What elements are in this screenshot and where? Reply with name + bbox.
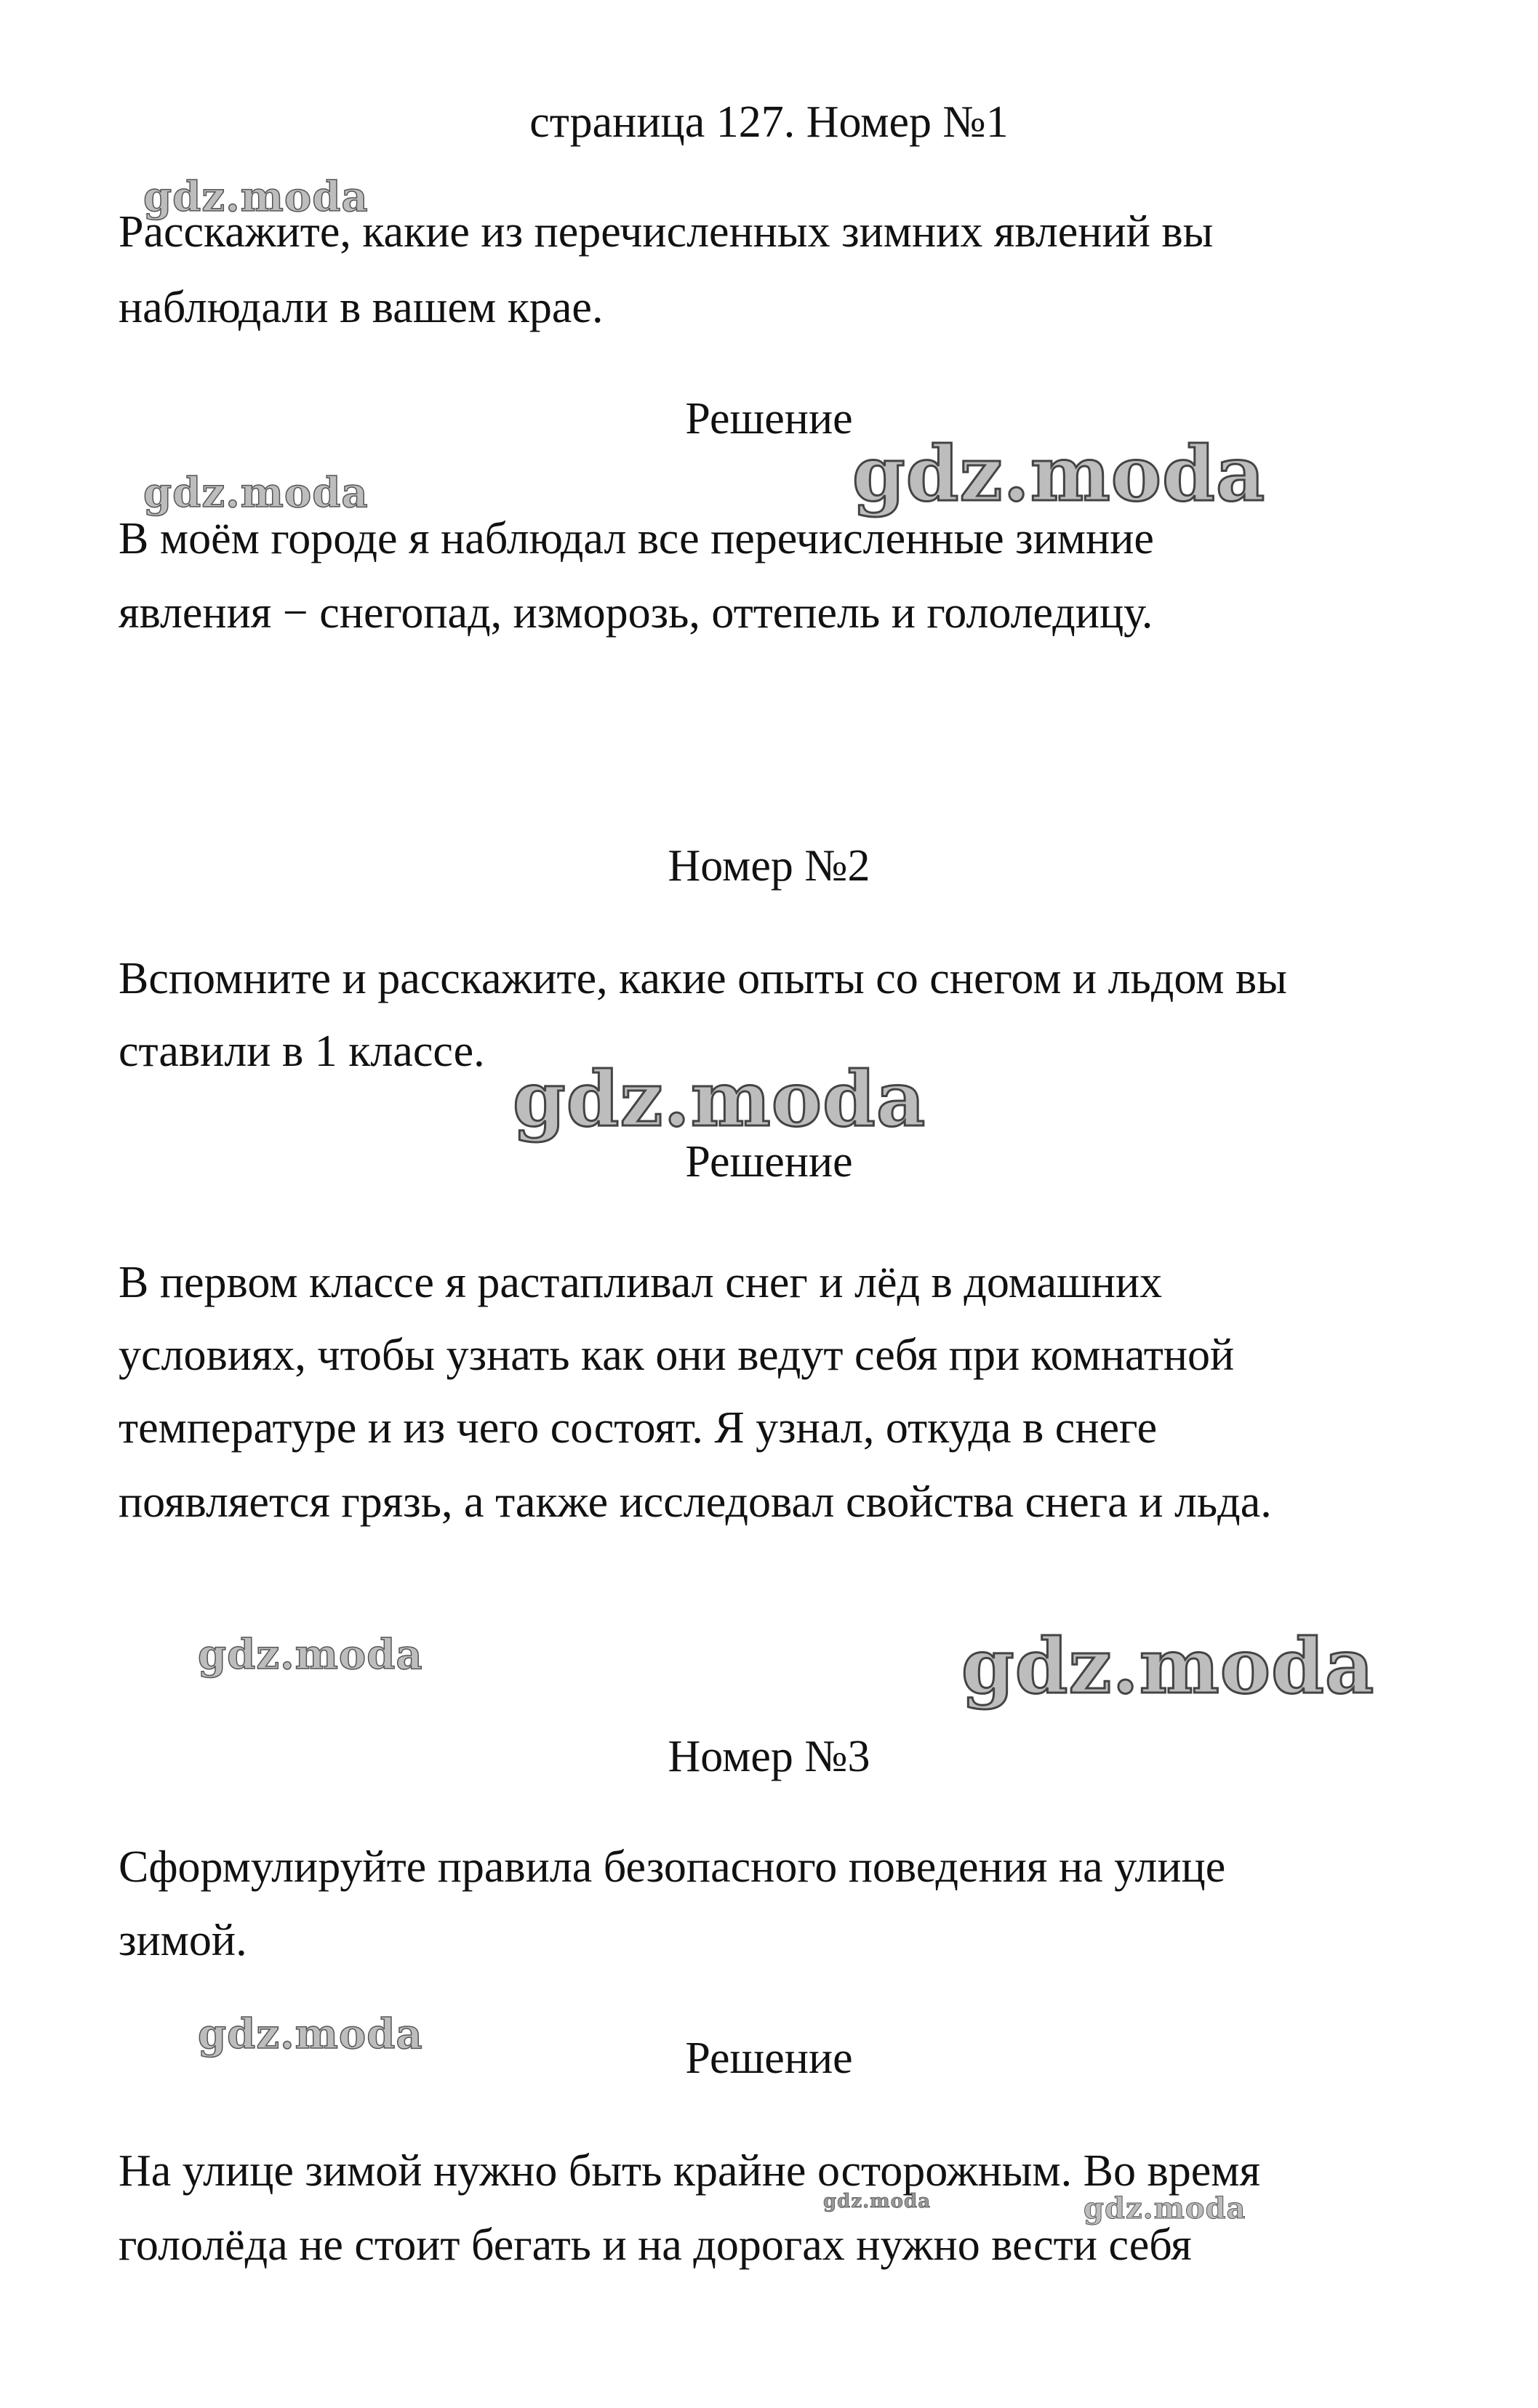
watermark-logo: gdz.moda: [143, 469, 369, 517]
task1-answer-line-2: явления − снегопад, изморозь, оттепель и гололедицу.: [119, 588, 1153, 638]
task2-question-line-2: ставили в 1 классе.: [119, 1027, 485, 1076]
task2-solution-heading: Решение: [685, 1137, 853, 1187]
task2-answer-line-2: условиях, чтобы узнать как они ведут себя при комнатной: [119, 1331, 1235, 1380]
watermark-logo: gdz.moda: [961, 1621, 1375, 1711]
task1-answer-line-1: В моём городе я наблюдал все перечисленные зимние: [119, 514, 1154, 563]
task2-heading: Номер №2: [668, 841, 870, 891]
watermark-logo: gdz.moda: [198, 2010, 423, 2058]
task3-heading: Номер №3: [668, 1732, 870, 1781]
task3-answer-line-2: гололёда не стоит бегать и на дорогах нужно вести себя: [119, 2220, 1192, 2270]
watermark-logo: gdz.moda: [198, 1631, 423, 1679]
task1-solution-heading: Решение: [685, 394, 853, 444]
watermark-logo: gdz.moda: [1084, 2191, 1246, 2226]
task2-answer-line-4: появляется грязь, а также исследовал свойства снега и льда.: [119, 1477, 1272, 1527]
task3-solution-heading: Решение: [685, 2034, 853, 2083]
task3-question-line-2: зимой.: [119, 1916, 247, 1965]
task2-question-line-1: Вспомните и расскажите, какие опыты со снегом и льдом вы: [119, 954, 1287, 1003]
watermark-logo: gdz.moda: [143, 173, 369, 221]
page-header: страница 127. Номер №1: [529, 97, 1009, 147]
task2-answer-line-1: В первом классе я растапливал снег и лёд в домашних: [119, 1258, 1163, 1307]
watermark-logo: gdz.moda: [823, 2191, 932, 2212]
watermark-logo: gdz.moda: [852, 429, 1266, 518]
task2-answer-line-3: температуре и из чего состоят. Я узнал, откуда в снеге: [119, 1403, 1158, 1453]
task3-question-line-1: Сформулируйте правила безопасного поведения на улице: [119, 1842, 1226, 1892]
task3-answer-line-1: На улице зимой нужно быть крайне осторожным. Во время: [119, 2146, 1261, 2196]
task1-question-line-2: наблюдали в вашем крае.: [119, 283, 604, 332]
watermark-logo: gdz.moda: [513, 1054, 926, 1144]
task1-question-line-1: Расскажите, какие из перечисленных зимних явлений вы: [119, 207, 1214, 257]
